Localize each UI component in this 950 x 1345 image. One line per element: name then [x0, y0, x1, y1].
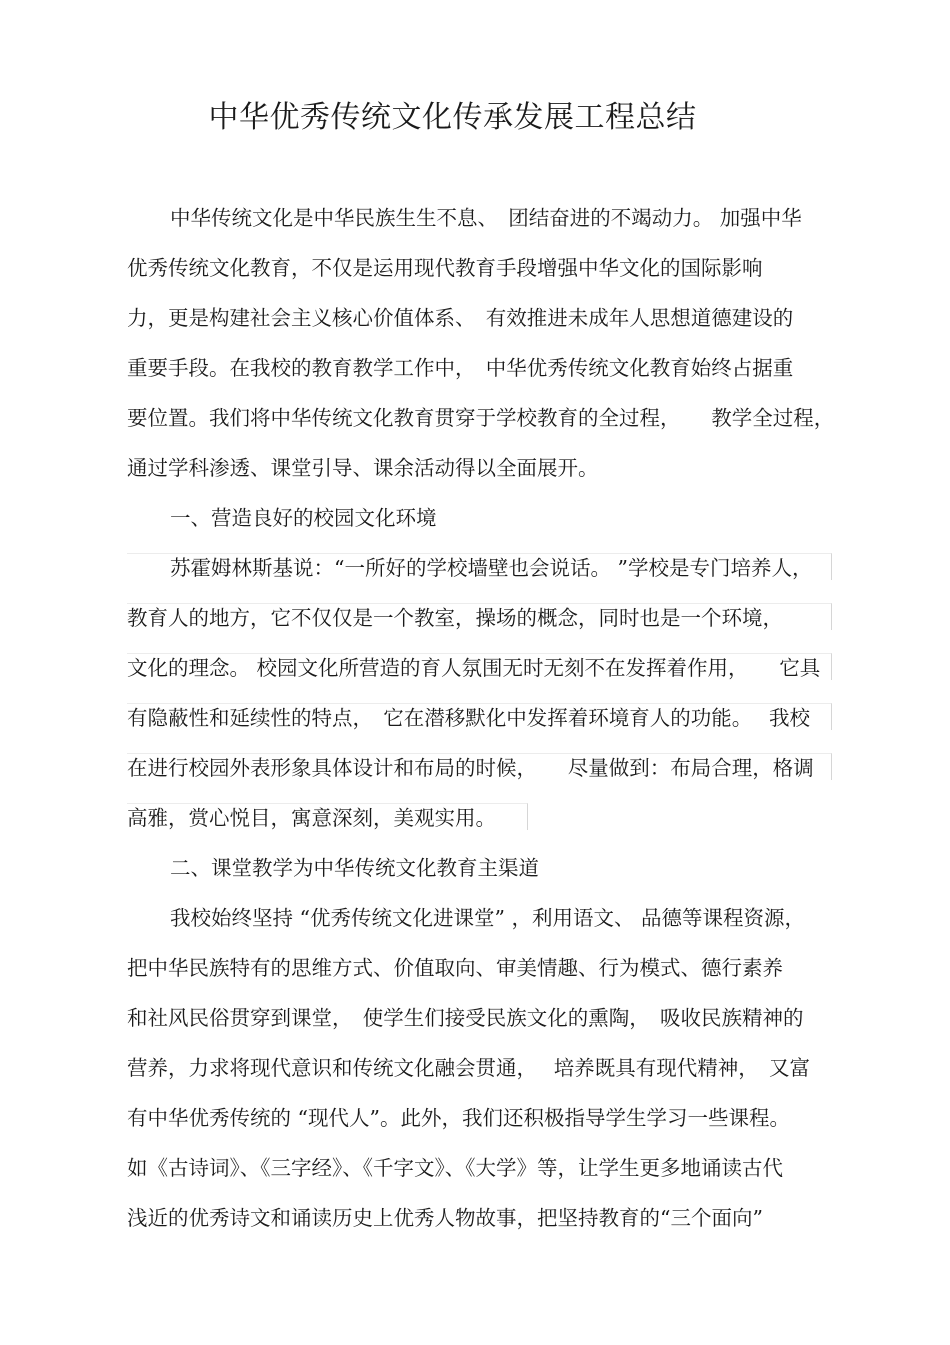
paragraph-line: 浅近的优秀诗文和诵读历史上优秀人物故事，把坚持教育的“三个面向”: [127, 1206, 763, 1230]
paragraph-line: 如《古诗词》、《三字经》、《千字文》、《大学》等，让学生更多地诵读古代: [127, 1156, 783, 1180]
paragraph-line: 在进行校园外表形象具体设计和布局的时候， 尽量做到：布局合理，格调: [127, 756, 814, 780]
paragraph-line: 我校始终坚持 “优秀传统文化进课堂” ，利用语文、 品德等课程资源，: [170, 906, 806, 930]
paragraph-line: 和社风民俗贯穿到课堂， 使学生们接受民族文化的熏陶， 吸收民族精神的: [127, 1006, 804, 1030]
paragraph-line: 优秀传统文化教育，不仅是运用现代教育手段增强中华文化的国际影响: [127, 256, 763, 280]
paragraph-line: 苏霍姆林斯基说：“一所好的学校墙壁也会说话。 ”学校是专门培养人，: [170, 556, 813, 580]
paragraph-line: 文化的理念。 校园文化所营造的育人氛围无时无刻不在发挥着作用， 它具: [127, 656, 821, 680]
section-heading: 二、课堂教学为中华传统文化教育主渠道: [170, 856, 539, 880]
paragraph-line: 通过学科渗透、课堂引导、课余活动得以全面展开。: [127, 456, 599, 480]
paragraph-line: 力，更是构建社会主义核心价值体系、 有效推进未成年人思想道德建设的: [127, 306, 794, 330]
paragraph-line: 教育人的地方，它不仅仅是一个教室，操场的概念，同时也是一个环境，: [127, 606, 783, 630]
paragraph-line: 要位置。我们将中华传统文化教育贯穿于学校教育的全过程， 教学全过程，: [127, 406, 835, 430]
section-heading: 一、营造良好的校园文化环境: [170, 506, 437, 530]
paragraph-line: 有隐蔽性和延续性的特点， 它在潜移默化中发挥着环境育人的功能。 我校: [127, 706, 811, 730]
document-title: 中华优秀传统文化传承发展工程总结: [208, 100, 697, 135]
paragraph-line: 重要手段。在我校的教育教学工作中， 中华优秀传统文化教育始终占据重: [127, 356, 794, 380]
paragraph-line: 有中华优秀传统的 “现代人”。此外，我们还积极指导学生学习一些课程。: [127, 1106, 790, 1130]
paragraph-line: 把中华民族特有的思维方式、价值取向、审美情趣、行为模式、德行素养: [127, 956, 783, 980]
paragraph-line: 高雅，赏心悦目，寓意深刻，美观实用。: [127, 806, 496, 830]
paragraph-line: 营养，力求将现代意识和传统文化融会贯通， 培养既具有现代精神， 又富: [127, 1056, 811, 1080]
paragraph-line: 中华传统文化是中华民族生生不息、 团结奋进的不竭动力。 加强中华: [170, 206, 802, 230]
